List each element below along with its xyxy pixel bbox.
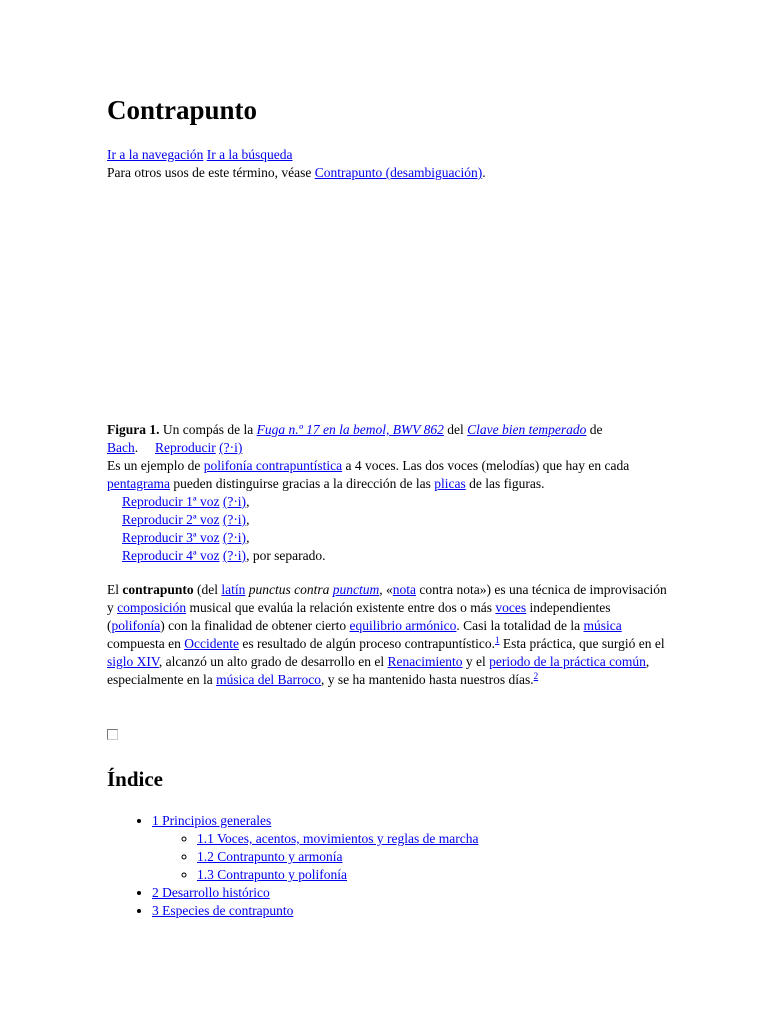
siglo-xiv-link[interactable]: siglo XIV [107,654,159,669]
intro-text: Esta práctica, que surgió en el [499,636,665,651]
toc-item [152,902,478,920]
intro-paragraph [107,581,667,689]
goto-search-link[interactable]: Ir a la búsqueda [206,147,293,162]
intro-text: , « [379,582,393,597]
play-audio-link[interactable]: Reproducir [155,440,216,455]
fuga-link-text: Fuga n.º 17 en la bemol, BWV 862 [256,422,444,437]
pentagrama-link[interactable]: pentagrama [107,476,170,491]
intro-text: y el [462,654,490,669]
voice-item [122,547,667,565]
figure-text: del [443,422,468,437]
plicas-link[interactable]: plicas [434,476,466,491]
play-voice-4-link[interactable]: Reproducir 4ª voz [122,548,220,563]
goto-navigation-link[interactable]: Ir a la navegación [107,147,204,162]
intro-text: (del [193,582,222,597]
voice-tail: , por separado. [246,548,326,563]
figure-text: de [586,422,603,437]
toc-heading: Índice [107,767,164,791]
page-title: Contrapunto [107,95,258,125]
toc-item [197,866,478,884]
toc-link[interactable]: 2 Desarrollo histórico [152,885,270,900]
periodo-link[interactable]: periodo de la práctica común [489,654,646,669]
latin-link[interactable]: latín [221,582,246,597]
barroco-link[interactable]: música del Barroco [216,672,322,687]
toc-link[interactable]: 1.3 Contrapunto y polifonía [197,867,347,882]
figure-label: Figura 1. [107,422,160,437]
bach-link[interactable]: Bach [107,440,135,455]
punctum-link-text: punctum [332,582,380,597]
musica-link[interactable]: música [583,618,622,633]
clave-link-text: Clave bien temperado [467,422,587,437]
audio-help-link[interactable]: (?·i) [222,548,247,563]
fuga-link[interactable] [257,422,444,437]
toc-toggle-checkbox[interactable] [107,729,118,740]
voces-link[interactable]: voces [495,600,527,615]
figure-text: de las figuras. [465,476,545,491]
toc-sublist [152,830,478,884]
nav-block [107,146,667,182]
polifonia-link[interactable]: polifonía [111,618,161,633]
figure-text: Es un ejemplo de [107,458,204,473]
composicion-link[interactable]: composición [117,600,187,615]
toc-list [107,812,478,920]
toc-item [152,812,478,884]
intro-text: compuesta en [107,636,185,651]
intro-text: , alcanzó un alto grado de desarrollo en el [158,654,388,669]
intro-text: , especialmente en la [107,654,650,687]
nota-link[interactable]: nota [392,582,417,597]
audio-help-link[interactable]: (?·i) [222,512,247,527]
toc-link[interactable]: 3 Especies de contrapunto [152,903,294,918]
play-voice-3-link[interactable]: Reproducir 3ª voz [122,530,220,545]
voice-tail: , [246,530,250,545]
occidente-link[interactable]: Occidente [184,636,239,651]
other-uses-suffix: . [482,165,486,180]
term-bold: contrapunto [122,582,194,597]
toc-item [152,884,478,902]
voice-list [107,493,667,565]
toc-item [197,848,478,866]
polifonia-contrapuntistica-link[interactable]: polifonía contrapuntística [203,458,343,473]
toc-item [197,830,478,848]
clave-link[interactable] [467,422,586,437]
intro-text: es resultado de algún proceso contrapuntístico. [238,636,496,651]
toc-link[interactable]: 1.2 Contrapunto y armonía [197,849,343,864]
disambiguation-link[interactable]: Contrapunto (desambiguación) [314,165,483,180]
intro-text: , y se ha mantenido hasta nuestros días. [321,672,534,687]
voice-tail: , [246,494,250,509]
audio-help-link[interactable]: (?·i) [219,440,243,455]
intro-text: . Casi la totalidad de la [456,618,584,633]
intro-text: El [107,582,123,597]
play-voice-1-link[interactable]: Reproducir 1ª voz [122,494,220,509]
intro-text: musical que evalúa la relación existente entre dos o más [186,600,496,615]
figure-text: pueden distinguirse gracias a la dirección de las [169,476,435,491]
voice-tail: , [246,512,250,527]
intro-text: contra nota») es una técnica de improvisación y [107,582,667,615]
renacimiento-link[interactable]: Renacimiento [387,654,463,669]
other-uses-text: Para otros usos de este término, véase [107,165,315,180]
intro-text: ) con la finalidad de obtener cierto [160,618,350,633]
figure-text: . [134,440,139,455]
toc-link[interactable]: 1.1 Voces, acentos, movimientos y reglas de marcha [197,831,479,846]
voice-item [122,493,667,511]
audio-help-link[interactable]: (?·i) [222,530,247,545]
figure-text: Un compás de la [159,422,257,437]
reference-2-link[interactable]: 2 [533,671,539,681]
punctum-link[interactable] [333,582,380,597]
voice-item [122,529,667,547]
figure-text: a 4 voces. Las dos voces (melodías) que hay en cada [342,458,630,473]
voice-item [122,511,667,529]
toc-link[interactable]: 1 Principios generales [152,813,272,828]
equilibrio-link[interactable]: equilibrio armónico [349,618,457,633]
figure-caption [107,421,667,565]
latin-phrase: punctus contra [248,582,333,597]
play-voice-2-link[interactable]: Reproducir 2ª voz [122,512,220,527]
reference-1-link[interactable]: 1 [495,635,500,645]
intro-text: independientes ( [107,600,611,633]
audio-help-link[interactable]: (?·i) [222,494,247,509]
